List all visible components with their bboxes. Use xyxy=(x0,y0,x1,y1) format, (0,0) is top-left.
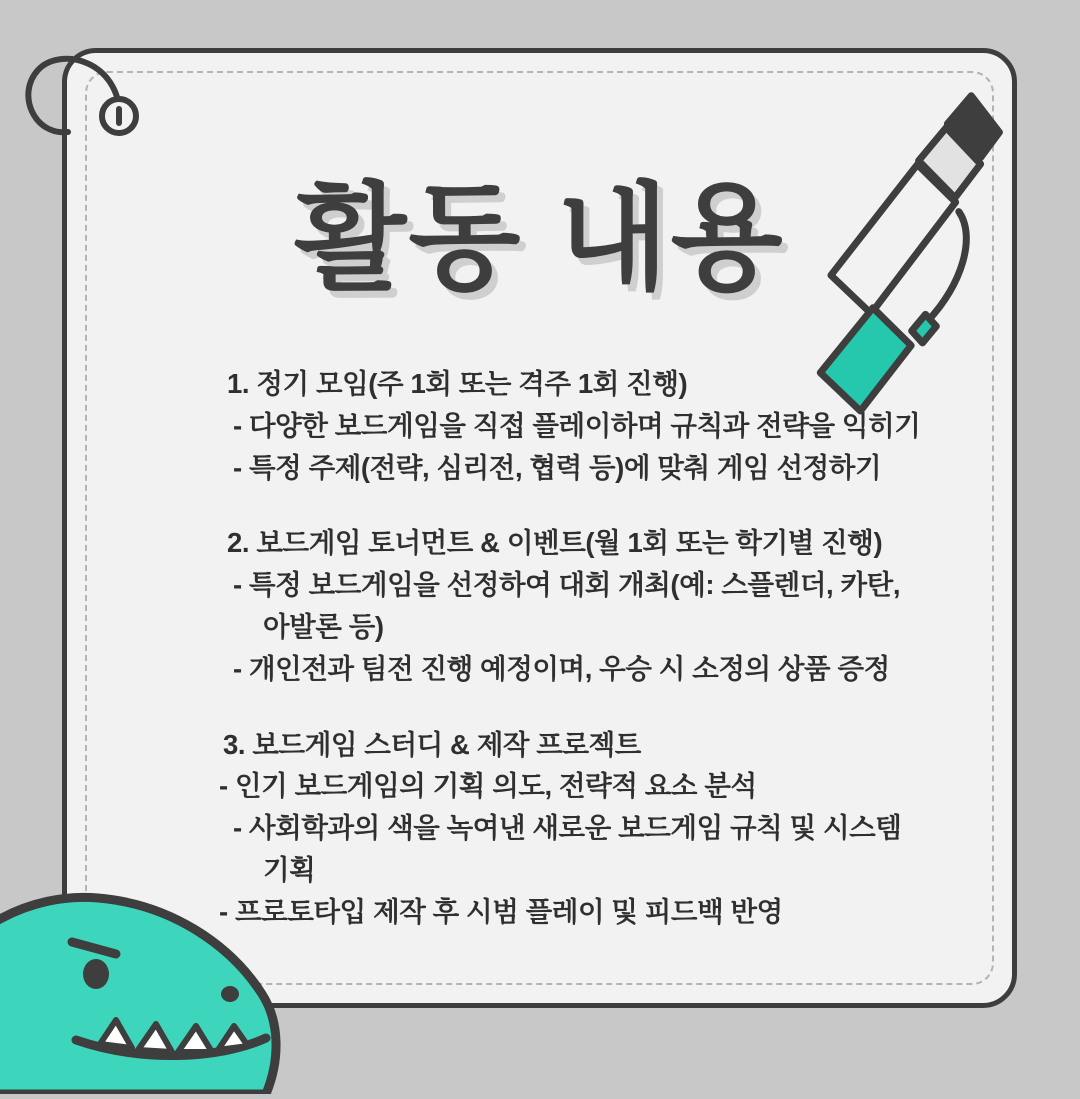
section-item: - 개인전과 팀전 진행 예정이며, 우승 시 소정의 상품 증정 xyxy=(233,652,890,684)
section-item: - 다양한 보드게임을 직접 플레이하며 규칙과 전략을 익히기 xyxy=(233,409,921,441)
section-item: - 사회학과의 색을 녹여낸 새로운 보드게임 규칙 및 시스템 xyxy=(233,812,902,844)
section-item: - 특정 주제(전략, 심리전, 협력 등)에 맞춰 게임 선정하기 xyxy=(233,451,882,483)
section-item-continued: 아발론 등) xyxy=(263,610,384,642)
section-item: - 프로토타입 제작 후 시범 플레이 및 피드백 반영 xyxy=(219,895,783,927)
section-heading: 3. 보드게임 스터디 & 제작 프로젝트 xyxy=(223,728,641,760)
section-heading: 2. 보드게임 토너먼트 & 이벤트(월 1회 또는 학기별 진행) xyxy=(227,527,883,559)
page-title: 활동 내용 xyxy=(294,173,785,303)
binder-ring-icon xyxy=(8,40,158,160)
section-2 xyxy=(163,522,973,689)
marker-pen-icon xyxy=(770,70,1070,450)
section-heading: 1. 정기 모임(주 1회 또는 격주 1회 진행) xyxy=(227,368,688,399)
section-item: - 특정 보드게임을 선정하여 대회 개최(예: 스플렌더, 카탄, xyxy=(233,569,901,601)
dinosaur-mascot-icon xyxy=(0,864,350,1094)
section-item: - 인기 보드게임의 기획 의도, 전략적 요소 분석 xyxy=(219,770,757,802)
section-item-continued: 기획 xyxy=(263,853,316,885)
